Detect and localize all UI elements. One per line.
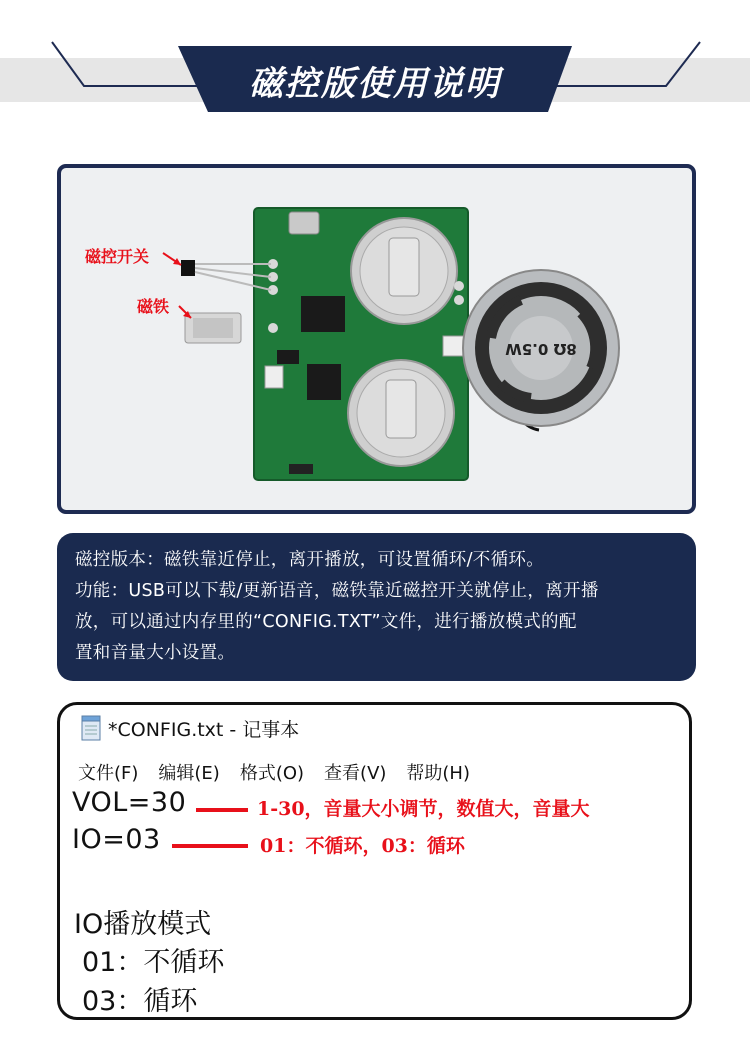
title-banner	[0, 0, 750, 130]
menu-help[interactable]: 帮助(H)	[406, 763, 470, 784]
description-line: 磁控版本：磁铁靠近停止，离开播放，可设置循环/不循环。	[75, 550, 544, 570]
annotation-dash-io	[172, 844, 248, 848]
annotation-vol: 1-30，音量大小调节，数值大，音量大	[257, 798, 590, 820]
speaker-marking: 8Ω 0.5W	[505, 340, 577, 358]
magnetic-switch-label: 磁控开关	[85, 247, 150, 266]
magnet-label: 磁铁	[137, 297, 170, 316]
notepad-titlebar	[80, 713, 299, 743]
menu-format[interactable]: 格式(O)	[239, 763, 305, 784]
description-box	[57, 533, 696, 681]
annotation-dash-vol	[196, 808, 248, 812]
config-line-io: IO=03	[72, 824, 161, 855]
description-line: 置和音量大小设置。	[75, 643, 236, 663]
menu-view[interactable]: 查看(V)	[324, 763, 387, 784]
config-line-vol: VOL=30	[72, 787, 187, 818]
pcb-illustration	[61, 168, 692, 510]
mode-03: 03：循环	[82, 986, 198, 1017]
description-line: 放，可以通过内存里的“CONFIG.TXT”文件，进行播放模式的配	[75, 612, 577, 632]
notepad-icon	[80, 715, 102, 741]
notepad-menubar	[78, 759, 490, 785]
annotation-io: 01：不循环，03：循环	[260, 835, 465, 857]
page-title: 磁控版使用说明	[249, 63, 501, 104]
menu-file[interactable]: 文件(F)	[78, 763, 139, 784]
description-line: 功能：USB可以下载/更新语音，磁铁靠近磁控开关就停止，离开播	[75, 581, 599, 601]
notepad-window	[57, 702, 692, 1020]
mode-heading: IO播放模式	[74, 909, 212, 940]
notepad-title: *CONFIG.txt - 记事本	[108, 718, 300, 741]
product-photo	[57, 164, 696, 514]
mode-01: 01：不循环	[82, 947, 225, 978]
menu-edit[interactable]: 编辑(E)	[158, 763, 220, 784]
